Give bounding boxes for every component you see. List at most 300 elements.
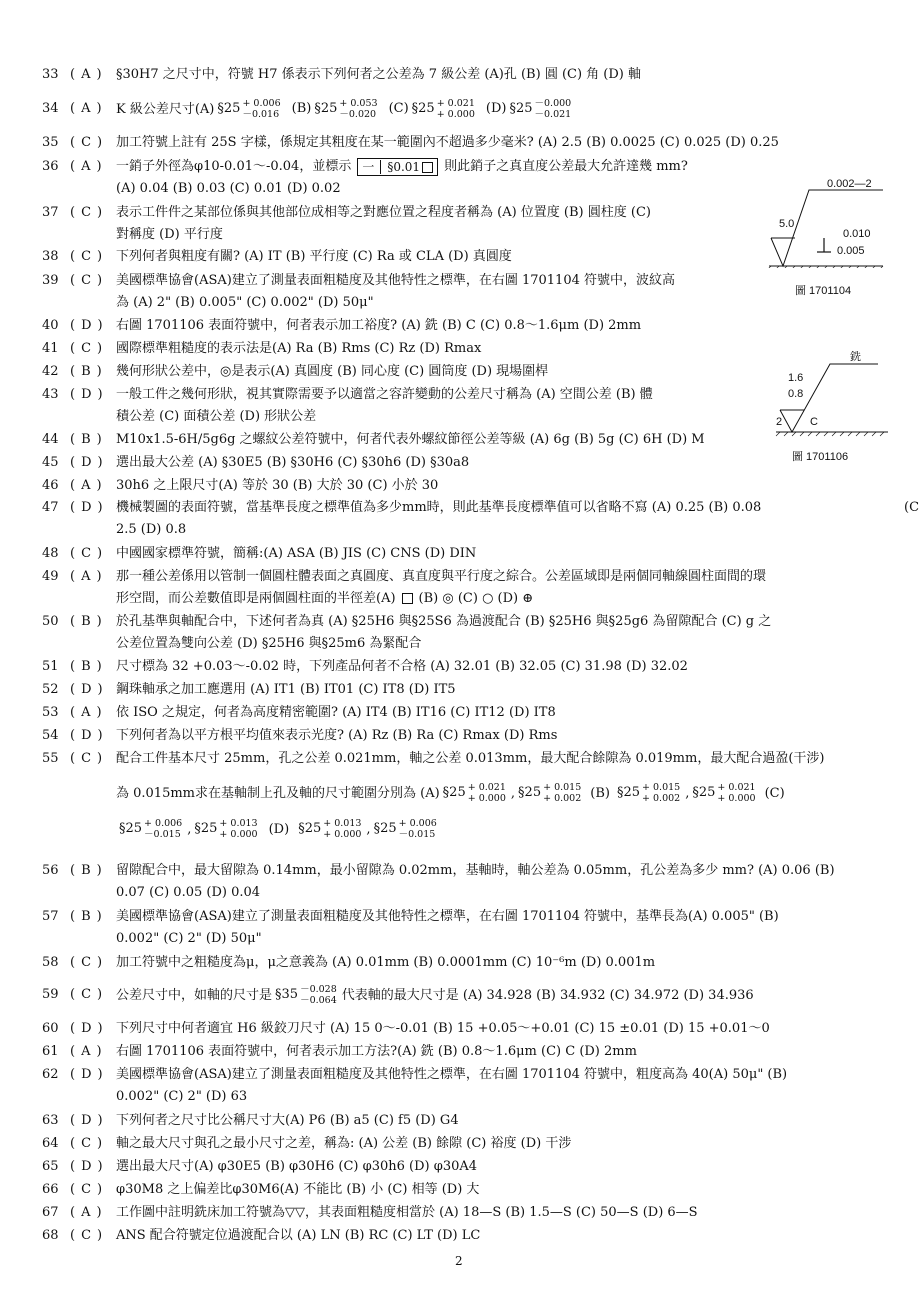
question-49 bbox=[0, 566, 920, 588]
question-text bbox=[116, 1133, 571, 1155]
q55-b-shaft-lower: + 0.000 bbox=[717, 793, 756, 804]
question-continuation-text: 為 0.015mm求在基軸制上孔及軸的尺寸範圍分別為 (A) bbox=[116, 785, 440, 801]
question-number: 63 bbox=[42, 1113, 59, 1128]
q59-shaft-size-base: §35 bbox=[275, 987, 299, 1002]
close-paren: ) bbox=[97, 1228, 103, 1243]
question-stem: 右圖 1701106 表面符號中，何者表示加工方法?(A) 銑 (B) 0.8～1.6μm (C) C (D) 2mm bbox=[116, 1044, 637, 1059]
q55-c-hole-lower: －0.015 bbox=[144, 829, 181, 840]
question-text bbox=[116, 952, 655, 974]
answer-letter: A bbox=[81, 478, 91, 493]
question-stem: 中國國家標準符號，簡稱:(A) ASA (B) JIS (C) CNS (D) DIN bbox=[116, 546, 477, 561]
answer-letter: B bbox=[81, 432, 91, 447]
answer-paren bbox=[70, 860, 112, 882]
answer-letter: C bbox=[81, 546, 92, 561]
answer-letter: C bbox=[81, 1228, 92, 1243]
question-stem: 30h6 之上限尺寸(A) 等於 30 (B) 大於 30 (C) 小於 30 bbox=[116, 478, 439, 493]
q55-c-shaft-base: §25 bbox=[194, 821, 218, 836]
q34-option-3 bbox=[509, 98, 573, 121]
fig1104-r2-label: 0.005 bbox=[837, 245, 865, 257]
answer-paren bbox=[70, 338, 112, 360]
answer-letter: C bbox=[81, 205, 92, 220]
question-text bbox=[116, 475, 438, 497]
close-paren: ) bbox=[96, 863, 102, 878]
question-36 bbox=[0, 156, 920, 178]
question-stem: 下列何者為以平方根平均值來表示光度? (A) Rz (B) Ra (C) Rmax (D) Rms bbox=[116, 728, 558, 743]
close-paren: ) bbox=[96, 159, 102, 174]
close-paren: ) bbox=[97, 1182, 103, 1197]
question-number: 62 bbox=[42, 1067, 59, 1082]
open-paren: ( bbox=[70, 432, 76, 447]
open-paren: ( bbox=[70, 705, 76, 720]
question-61 bbox=[0, 1041, 920, 1063]
question-52 bbox=[0, 679, 920, 701]
q34-option-3-base: §25 bbox=[509, 101, 533, 116]
close-paren: ) bbox=[96, 364, 102, 379]
question-stem: 公差尺寸中，如軸的尺寸是 bbox=[116, 987, 273, 1003]
answer-letter: C bbox=[81, 1182, 92, 1197]
q55-a-hole bbox=[443, 782, 508, 805]
open-paren: ( bbox=[70, 659, 76, 674]
question-text bbox=[116, 748, 824, 770]
q55-b-hole-lower: + 0.002 bbox=[642, 793, 681, 804]
question-continuation-text: 0.002" (C) 2" (D) 63 bbox=[116, 1089, 248, 1104]
fig1104-left-label: 5.0 bbox=[779, 218, 795, 230]
q55-c-hole-upper: + 0.006 bbox=[144, 818, 183, 829]
answer-letter: C bbox=[81, 249, 92, 264]
q59-shaft-size-upper: －0.028 bbox=[300, 984, 337, 995]
question-stem: 留隙配合中，最大留隙為 0.14mm，最小留隙為 0.02mm，基軸時，軸公差為 0.05mm，孔公差為多少 mm? (A) 0.06 (B) bbox=[116, 863, 835, 878]
open-paren: ( bbox=[70, 500, 76, 515]
question-36-continuation bbox=[116, 178, 341, 200]
question-continuation-text: 形空間，而公差數值即是兩個圓柱面的半徑差(A) bbox=[116, 591, 396, 606]
question-stem: 配合工件基本尺寸 25mm，孔之公差 0.021mm，軸之公差 0.013mm，最大配合餘隙為 0.019mm，最大配合過盈(干涉) bbox=[116, 751, 825, 766]
q59-shaft-size-lower: －0.064 bbox=[300, 995, 337, 1006]
close-paren: ) bbox=[96, 67, 102, 82]
answer-paren bbox=[70, 246, 112, 268]
q55-a-hole-tolerance bbox=[468, 782, 506, 804]
open-paren: ( bbox=[70, 1021, 76, 1036]
question-stem-tail: 代表軸的最大尺寸是 (A) 34.928 (B) 34.932 (C) 34.972 (D) 34.936 bbox=[341, 987, 754, 1003]
question-continuation-text: 為 (A) 2" (B) 0.005" (C) 0.002" (D) 50μ" bbox=[116, 295, 374, 310]
frame-tolerance: §0.01 bbox=[387, 159, 421, 174]
question-58 bbox=[0, 952, 920, 974]
question-stem: 美國標準協會(ASA)建立了測量表面粗糙度及其他特性之標準，在右圖 1701104 符號中，粗度高為 40(A) 50μ" (B) bbox=[116, 1067, 788, 1082]
question-51 bbox=[0, 656, 920, 678]
q55-a-shaft-base: §25 bbox=[518, 785, 542, 800]
question-text bbox=[116, 1179, 479, 1201]
answer-paren bbox=[70, 384, 112, 406]
question-66 bbox=[0, 1179, 920, 1201]
fig1106-b2-label: C bbox=[810, 416, 818, 428]
answer-paren bbox=[70, 64, 112, 86]
question-text bbox=[116, 315, 641, 337]
question-text bbox=[116, 452, 469, 474]
close-paren: ) bbox=[97, 728, 103, 743]
comma: , bbox=[366, 821, 371, 837]
question-number: 33 bbox=[42, 67, 59, 82]
q55-d-hole-base: §25 bbox=[298, 821, 322, 836]
open-paren: ( bbox=[70, 159, 76, 174]
q59-shaft-size-tolerance bbox=[300, 984, 337, 1006]
question-number: 47 bbox=[42, 500, 59, 515]
close-paren: ) bbox=[97, 682, 103, 697]
straightness-frame bbox=[357, 158, 438, 176]
q34-option-3-lower: －0.021 bbox=[534, 109, 572, 120]
q55-a-hole-upper: + 0.021 bbox=[467, 782, 506, 793]
close-paren: ) bbox=[97, 1113, 103, 1128]
question-stem: 下列何者與粗度有關? (A) IT (B) 平行度 (C) Ra 或 CLA (D) 真圓度 bbox=[116, 249, 512, 264]
answer-letter: C bbox=[81, 955, 92, 970]
answer-paren bbox=[70, 475, 112, 497]
open-paren: ( bbox=[70, 614, 76, 629]
q55-c-shaft-upper: + 0.013 bbox=[219, 818, 258, 829]
answer-letter: B bbox=[81, 863, 91, 878]
question-text bbox=[116, 566, 766, 588]
question-62 bbox=[0, 1064, 920, 1086]
question-number: 58 bbox=[42, 955, 59, 970]
answer-paren bbox=[70, 952, 112, 974]
fig1106-l1-label: 1.6 bbox=[788, 372, 804, 384]
q49-options: (B) ◎ (C) ○ (D) ⊕ bbox=[418, 591, 534, 606]
open-paren: ( bbox=[70, 909, 76, 924]
answer-letter: C bbox=[81, 341, 92, 356]
question-stem: 於孔基準與軸配合中，下述何者為真 (A) §25H6 與§25S6 為過渡配合 (B) §25H6 與§25g6 為留隙配合 (C) g 之 bbox=[116, 614, 772, 629]
answer-paren bbox=[70, 1225, 112, 1247]
q55-a-shaft-lower: + 0.002 bbox=[543, 793, 582, 804]
question-57-continuation bbox=[116, 928, 262, 950]
question-number: 36 bbox=[42, 159, 59, 174]
open-paren: ( bbox=[70, 546, 76, 561]
q34-option-0 bbox=[217, 98, 282, 121]
question-stem-tail: 則此銷子之真直度公差最大允許達幾 mm? bbox=[444, 159, 688, 174]
question-number: 37 bbox=[42, 205, 59, 220]
answer-paren bbox=[70, 361, 112, 383]
question-number: 65 bbox=[42, 1159, 59, 1174]
question-55 bbox=[0, 748, 920, 770]
question-text bbox=[116, 984, 754, 1007]
question-stem-tail: (C bbox=[904, 500, 920, 515]
question-text bbox=[116, 270, 675, 292]
question-number: 45 bbox=[42, 455, 59, 470]
close-paren: ) bbox=[96, 614, 102, 629]
question-text bbox=[116, 860, 835, 882]
question-number: 54 bbox=[42, 728, 59, 743]
q55-d-hole-tolerance bbox=[323, 818, 361, 840]
open-paren: ( bbox=[70, 751, 76, 766]
answer-letter: D bbox=[81, 500, 92, 515]
answer-paren bbox=[70, 984, 112, 1006]
open-paren: ( bbox=[70, 863, 76, 878]
open-paren: ( bbox=[70, 387, 76, 402]
answer-paren bbox=[70, 315, 112, 337]
q55-c-shaft bbox=[194, 818, 259, 841]
question-continuation-text: 0.07 (C) 0.05 (D) 0.04 bbox=[116, 885, 261, 900]
question-text bbox=[116, 1064, 787, 1086]
q55-d-shaft-tolerance bbox=[399, 818, 437, 840]
close-paren: ) bbox=[96, 1205, 102, 1220]
q34-option-2-upper: + 0.021 bbox=[436, 98, 475, 109]
question-number: 55 bbox=[42, 751, 59, 766]
answer-paren bbox=[70, 725, 112, 747]
question-text bbox=[116, 611, 771, 633]
figure-1701104 bbox=[765, 178, 885, 298]
fig1104-caption: 圖 1701104 bbox=[795, 285, 852, 297]
q34-option-0-upper: + 0.006 bbox=[242, 98, 281, 109]
question-text bbox=[116, 1041, 637, 1063]
question-33 bbox=[0, 64, 920, 86]
open-paren: ( bbox=[70, 1067, 76, 1082]
q55-b-shaft-tolerance bbox=[717, 782, 755, 804]
answer-paren bbox=[70, 98, 112, 120]
q34-option-1-lower: －0.020 bbox=[339, 109, 377, 120]
question-stem: 那一種公差係用以管制一個圓柱體表面之真圓度、真直度與平行度之綜合。公差區域即是兩個同軸線圓柱面間的環 bbox=[116, 569, 767, 584]
close-paren: ) bbox=[96, 432, 102, 447]
open-paren: ( bbox=[70, 364, 76, 379]
close-paren: ) bbox=[97, 1159, 103, 1174]
close-paren: ) bbox=[97, 249, 103, 264]
answer-letter: A bbox=[81, 569, 91, 584]
close-paren: ) bbox=[97, 135, 103, 150]
fig1106-l2-label: 0.8 bbox=[788, 388, 804, 400]
answer-paren bbox=[70, 1064, 112, 1086]
answer-paren bbox=[70, 497, 112, 519]
question-60 bbox=[0, 1018, 920, 1040]
q34-option-0-tolerance bbox=[242, 98, 280, 120]
question-stem: 尺寸標為 32 +0.03～-0.02 時，下列產品何者不合格 (A) 32.01 (B) 32.05 (C) 31.98 (D) 32.02 bbox=[116, 659, 688, 674]
open-paren: ( bbox=[70, 728, 76, 743]
q55-b-shaft-upper: + 0.021 bbox=[717, 782, 756, 793]
answer-paren bbox=[70, 679, 112, 701]
question-stem: 選出最大公差 (A) §30E5 (B) §30H6 (C) §30h6 (D) §30a8 bbox=[116, 455, 470, 470]
open-paren: ( bbox=[70, 1136, 76, 1151]
question-65 bbox=[0, 1156, 920, 1178]
q55-c-hole-base: §25 bbox=[119, 821, 143, 836]
open-paren: ( bbox=[70, 1205, 76, 1220]
q34-option-label: (B) bbox=[291, 101, 312, 117]
question-40 bbox=[0, 315, 920, 337]
question-stem: 依 ISO 之規定，何者為高度精密範圍? (A) IT4 (B) IT16 (C) IT12 (D) IT8 bbox=[116, 705, 556, 720]
question-number: 57 bbox=[42, 909, 59, 924]
question-text bbox=[116, 202, 651, 224]
answer-paren bbox=[70, 656, 112, 678]
question-64 bbox=[0, 1133, 920, 1155]
q55-b-shaft bbox=[692, 782, 757, 805]
question-56-continuation bbox=[116, 882, 260, 904]
open-paren: ( bbox=[70, 67, 76, 82]
open-paren: ( bbox=[70, 135, 76, 150]
question-continuation-text: 公差位置為雙向公差 (D) §25H6 與§25m6 為緊配合 bbox=[116, 636, 422, 651]
q55-d-hole bbox=[298, 818, 363, 841]
question-text bbox=[116, 132, 779, 154]
answer-paren bbox=[70, 1156, 112, 1178]
question-46 bbox=[0, 475, 920, 497]
question-number: 68 bbox=[42, 1228, 59, 1243]
question-57 bbox=[0, 906, 920, 928]
question-stem: ANS 配合符號定位過渡配合以 (A) LN (B) RC (C) LT (D) LC bbox=[116, 1228, 481, 1243]
close-paren: ) bbox=[97, 273, 103, 288]
question-39-continuation bbox=[116, 292, 374, 314]
open-paren: ( bbox=[70, 1228, 76, 1243]
question-stem: 加工符號上註有 25S 字樣，係規定其粗度在某一範圍內不超過多少毫米? (A) 2.5 (B) 0.0025 (C) 0.025 (D) 0.25 bbox=[116, 135, 779, 150]
open-paren: ( bbox=[70, 318, 76, 333]
question-55-continuation bbox=[116, 782, 785, 805]
answer-paren bbox=[70, 132, 112, 154]
answer-letter: D bbox=[81, 455, 92, 470]
question-text bbox=[116, 1225, 480, 1247]
answer-paren bbox=[70, 202, 112, 224]
answer-letter: A bbox=[81, 1205, 91, 1220]
answer-letter: A bbox=[81, 101, 91, 116]
question-stem: 美國標準協會(ASA)建立了測量表面粗糙度及其他特性之標準，在右圖 1701104 符號中，基準長為(A) 0.005" (B) bbox=[116, 909, 779, 924]
answer-letter: D bbox=[81, 387, 92, 402]
answer-paren bbox=[70, 906, 112, 928]
answer-letter: A bbox=[81, 705, 91, 720]
question-47 bbox=[0, 497, 920, 519]
question-text bbox=[116, 679, 456, 701]
answer-paren bbox=[70, 429, 112, 451]
answer-letter: D bbox=[81, 682, 92, 697]
answer-paren bbox=[70, 543, 112, 565]
question-number: 48 bbox=[42, 546, 59, 561]
close-paren: ) bbox=[97, 455, 103, 470]
frame-dash: 一 bbox=[362, 160, 381, 174]
question-stem: 選出最大尺寸(A) φ30E5 (B) φ30H6 (C) φ30h6 (D) φ30A4 bbox=[116, 1159, 478, 1174]
question-text bbox=[116, 361, 548, 383]
question-56 bbox=[0, 860, 920, 882]
close-paren: ) bbox=[96, 705, 102, 720]
q55-d-shaft-lower: －0.015 bbox=[398, 829, 436, 840]
question-35 bbox=[0, 132, 920, 154]
question-number: 59 bbox=[42, 987, 59, 1002]
question-text bbox=[116, 156, 688, 178]
question-number: 64 bbox=[42, 1136, 59, 1151]
open-paren: ( bbox=[70, 987, 76, 1002]
close-paren: ) bbox=[97, 205, 103, 220]
question-number: 50 bbox=[42, 614, 59, 629]
question-number: 40 bbox=[42, 318, 59, 333]
question-number: 49 bbox=[42, 569, 59, 584]
question-number: 44 bbox=[42, 432, 59, 447]
question-55-line3 bbox=[116, 818, 442, 841]
answer-letter: C bbox=[81, 273, 92, 288]
question-number: 35 bbox=[42, 135, 59, 150]
open-paren: ( bbox=[70, 273, 76, 288]
close-paren: ) bbox=[97, 955, 103, 970]
close-paren: ) bbox=[97, 1021, 103, 1036]
answer-paren bbox=[70, 1018, 112, 1040]
question-49-continuation bbox=[116, 588, 533, 610]
question-stem: 下列尺寸中何者適宜 H6 級鉸刀尺寸 (A) 15 0～-0.01 (B) 15 +0.05～+0.01 (C) 15 ±0.01 (D) 15 +0.01～0 bbox=[116, 1021, 770, 1036]
open-paren: ( bbox=[70, 569, 76, 584]
question-stem: 美國標準協會(ASA)建立了測量表面粗糙度及其他特性之標準，在右圖 1701104 符號中，波紋高 bbox=[116, 273, 675, 288]
close-paren: ) bbox=[97, 387, 103, 402]
question-48 bbox=[0, 543, 920, 565]
question-43-continuation bbox=[116, 406, 316, 428]
mmc-square-icon bbox=[422, 162, 433, 173]
open-paren: ( bbox=[70, 341, 76, 356]
question-text bbox=[116, 497, 761, 519]
close-paren: ) bbox=[97, 987, 103, 1002]
q55-d-hole-upper: + 0.013 bbox=[323, 818, 362, 829]
open-paren: ( bbox=[70, 249, 76, 264]
q34-option-1-upper: + 0.053 bbox=[339, 98, 378, 109]
answer-paren bbox=[70, 1202, 112, 1224]
open-paren: ( bbox=[70, 205, 76, 220]
q55-c-shaft-lower: + 0.000 bbox=[219, 829, 258, 840]
fig1106-top-label: 銑 bbox=[850, 351, 861, 363]
question-text bbox=[116, 725, 557, 747]
answer-letter: C bbox=[81, 987, 92, 1002]
q55-c-hole-tolerance bbox=[144, 818, 182, 840]
question-68 bbox=[0, 1225, 920, 1247]
question-stem: 右圖 1701106 表面符號中，何者表示加工裕度? (A) 銑 (B) C (C) 0.8～1.6μm (D) 2mm bbox=[116, 318, 642, 333]
q34-option-1 bbox=[314, 98, 379, 121]
question-stem: M10x1.5-6H/5g6g 之螺紋公差符號中，何者代表外螺紋節徑公差等級 (A) 6g (B) 5g (C) 6H (D) M bbox=[116, 432, 705, 447]
close-paren: ) bbox=[96, 101, 102, 116]
q34-option-3-tolerance bbox=[535, 98, 572, 120]
q55-d-shaft-base: §25 bbox=[373, 821, 397, 836]
q55-b-shaft-base: §25 bbox=[692, 785, 716, 800]
question-62-continuation bbox=[116, 1086, 247, 1108]
question-continuation-text: 積公差 (C) 面積公差 (D) 形狀公差 bbox=[116, 409, 317, 424]
open-paren: ( bbox=[70, 455, 76, 470]
answer-letter: B bbox=[81, 614, 91, 629]
question-text bbox=[116, 429, 705, 451]
question-text bbox=[116, 384, 653, 406]
open-paren: ( bbox=[70, 1044, 76, 1059]
answer-paren bbox=[70, 1133, 112, 1155]
question-number: 66 bbox=[42, 1182, 59, 1197]
close-paren: ) bbox=[96, 659, 102, 674]
question-number: 43 bbox=[42, 387, 59, 402]
question-stem: 幾何形狀公差中，◎是表示(A) 真圓度 (B) 同心度 (C) 圓筒度 (D) 現場圍桿 bbox=[116, 364, 549, 379]
question-number: 51 bbox=[42, 659, 59, 674]
answer-paren bbox=[70, 1041, 112, 1063]
close-paren: ) bbox=[97, 1067, 103, 1082]
answer-letter: C bbox=[81, 751, 92, 766]
question-stem: K 級公差尺寸(A) bbox=[116, 101, 215, 117]
question-59 bbox=[0, 984, 920, 1006]
q55-c-shaft-tolerance bbox=[219, 818, 257, 840]
question-continuation-text: 2.5 (D) 0.8 bbox=[116, 522, 187, 537]
answer-paren bbox=[70, 1179, 112, 1201]
close-paren: ) bbox=[97, 546, 103, 561]
q55-b-hole-upper: + 0.015 bbox=[642, 782, 681, 793]
q34-option-1-tolerance bbox=[339, 98, 377, 120]
comma: , bbox=[685, 785, 690, 801]
q34-option-1-base: §25 bbox=[314, 101, 338, 116]
question-number: 60 bbox=[42, 1021, 59, 1036]
close-paren: ) bbox=[97, 318, 103, 333]
question-stem: 一銷子外徑為φ10-0.01～-0.04，並標示 bbox=[116, 159, 352, 174]
answer-paren bbox=[70, 566, 112, 588]
close-paren: ) bbox=[97, 751, 103, 766]
question-number: 38 bbox=[42, 249, 59, 264]
question-54 bbox=[0, 725, 920, 747]
question-stem: 機械製圖的表面符號，當基準長度之標準值為多少mm時，則此基準長度標準值可以省略不寫 (A) 0.25 (B) 0.08 bbox=[116, 500, 762, 515]
q55-a-hole-lower: + 0.000 bbox=[467, 793, 506, 804]
answer-paren bbox=[70, 1110, 112, 1132]
q55-b-hole-tolerance bbox=[642, 782, 680, 804]
page-number: 2 bbox=[455, 1254, 463, 1268]
question-number: 46 bbox=[42, 478, 59, 493]
question-text bbox=[116, 98, 576, 121]
question-stem: §30H7 之尺寸中，符號 H7 係表示下列何者之公差為 7 級公差 (A)孔 (B) 圓 (C) 角 (D) 軸 bbox=[116, 67, 642, 82]
q55-d-hole-lower: + 0.000 bbox=[323, 829, 362, 840]
question-text bbox=[116, 338, 481, 360]
fig1104-r1-label: 0.010 bbox=[843, 228, 871, 240]
answer-letter: A bbox=[81, 159, 91, 174]
